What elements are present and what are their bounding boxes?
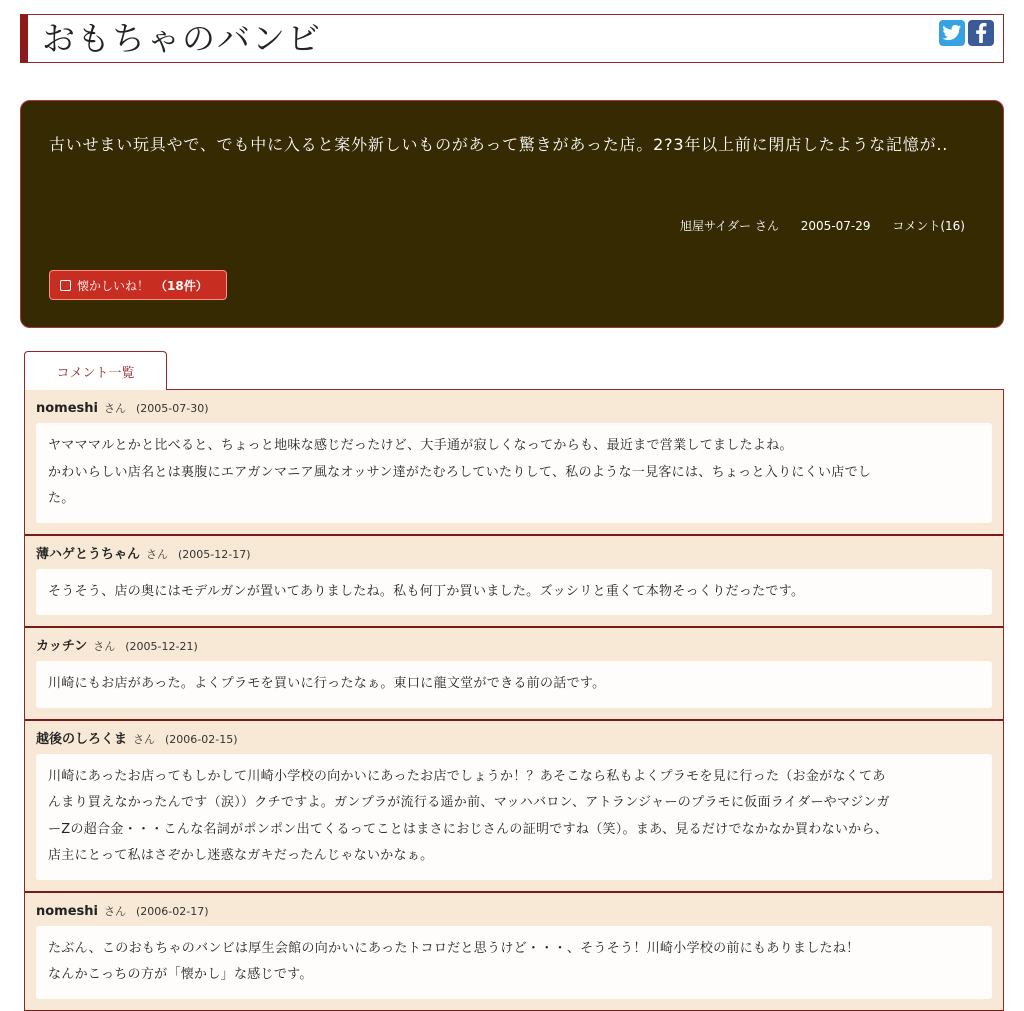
comment-date: (2005-12-17) bbox=[178, 547, 251, 561]
story-author[interactable]: 旭屋サイダー さん bbox=[679, 219, 779, 233]
comment-line: 店主にとって私はさぞかし迷惑なガキだったんじゃないかなぁ。 bbox=[48, 848, 434, 863]
checkbox-icon bbox=[60, 280, 71, 291]
comment-line: た。 bbox=[48, 491, 75, 506]
comment-honorific: さん bbox=[133, 732, 156, 746]
comment-item bbox=[25, 390, 1003, 536]
facebook-icon[interactable] bbox=[968, 20, 994, 46]
comment-item bbox=[25, 536, 1003, 629]
comment-body bbox=[36, 661, 992, 708]
comment-header bbox=[36, 542, 992, 566]
like-count: （18件） bbox=[155, 278, 208, 293]
comment-body bbox=[36, 754, 992, 880]
social-buttons bbox=[939, 20, 994, 46]
comment-date: (2006-02-17) bbox=[136, 904, 209, 918]
comment-author: 越後のしろくま bbox=[36, 731, 128, 747]
twitter-icon[interactable] bbox=[939, 20, 965, 46]
memory-story-card bbox=[20, 100, 1004, 328]
story-meta bbox=[662, 217, 965, 234]
story-comment-count[interactable]: コメント(16) bbox=[892, 219, 965, 233]
page-title-bar bbox=[20, 14, 1004, 63]
comment-line: なんかこっちの方が「懐かし」な感じです。 bbox=[48, 967, 313, 982]
comment-author: 薄ハゲとうちゃん bbox=[36, 546, 141, 562]
comment-line: 川崎にあったお店ってもしかして川崎小学校の向かいにあったお店でしょうか！？あそこなら私もよくプラモを見に行った（お金がなくてあ bbox=[48, 768, 886, 784]
comment-line: ヤマママルとかと比べると、ちょっと地味な感じだったけど、大手通が寂しくなってからも、最近まで営業してましたよね。 bbox=[48, 438, 793, 453]
comment-honorific: さん bbox=[104, 402, 126, 415]
comment-date: (2006-02-15) bbox=[165, 732, 238, 746]
comment-item bbox=[25, 721, 1003, 893]
comment-honorific: さん bbox=[104, 904, 126, 918]
comment-header bbox=[36, 634, 992, 658]
comment-line: そうそう、店の奥にはモデルガンが置いてありましたね。私も何丁か買いました。ズッシリと重くて本物そっくりだったです。 bbox=[48, 583, 805, 599]
comment-line: んまり買えなかったんです（涙））クチですよ。ガンプラが流行る遥か前、マッハバロン、アトランジャーのプラモに仮面ライダーやマジンガ bbox=[48, 795, 890, 810]
comment-header bbox=[36, 899, 992, 923]
comment-author: nomeshi bbox=[36, 401, 98, 416]
comment-list bbox=[24, 389, 1004, 1011]
twitter-bird-icon bbox=[942, 24, 962, 42]
story-text: 古いせまい玩具やで、でも中に入ると案外新しいものがあって驚きがあった店。2?3年以上前に閉店したような記憶が.. bbox=[49, 135, 949, 154]
comment-date: (2005-07-30) bbox=[136, 402, 209, 415]
like-label: 懐かしいね！ bbox=[77, 278, 150, 293]
comment-item bbox=[25, 893, 1003, 1011]
comment-line: ーZの超合金・・・こんな名詞がポンポン出てくるってことはまさにおじさんの証明ですね（笑）。まあ、見るだけでなかなか買わないから、 bbox=[48, 821, 889, 837]
comment-line: たぶん、このおもちゃのバンビは厚生会館の向かいにあったトコロだと思うけど・・・、そうそう！川崎小学校の前にもありましたね！ bbox=[48, 940, 860, 956]
comment-author: カッチン bbox=[36, 639, 88, 654]
comment-date: (2005-12-21) bbox=[125, 640, 198, 653]
facebook-f-icon bbox=[974, 23, 988, 43]
nostalgic-like-button[interactable] bbox=[49, 270, 227, 300]
comment-line: 川崎にもお店があった。よくプラモを買いに行ったなぁ。東口に龍文堂ができる前の話です。 bbox=[48, 676, 606, 691]
comment-line: かわいらしい店名とは裏腹にエアガンマニア風なオッサン達がたむろしていたりして、私のような一見客には、ちょっと入りにくい店でし bbox=[48, 464, 872, 480]
page-title: おもちゃのバンビ bbox=[42, 19, 322, 58]
comment-author: nomeshi bbox=[36, 903, 98, 919]
comment-body bbox=[36, 569, 992, 616]
comment-header bbox=[36, 727, 992, 751]
comment-body bbox=[36, 423, 992, 523]
comment-item bbox=[25, 628, 1003, 721]
comment-honorific: さん bbox=[93, 640, 116, 653]
comment-honorific: さん bbox=[146, 547, 169, 561]
tab-comment-list[interactable]: コメント一覧 bbox=[24, 351, 167, 390]
comment-body bbox=[36, 926, 992, 999]
story-date: 2005-07-29 bbox=[800, 219, 871, 233]
comment-header bbox=[36, 396, 992, 420]
